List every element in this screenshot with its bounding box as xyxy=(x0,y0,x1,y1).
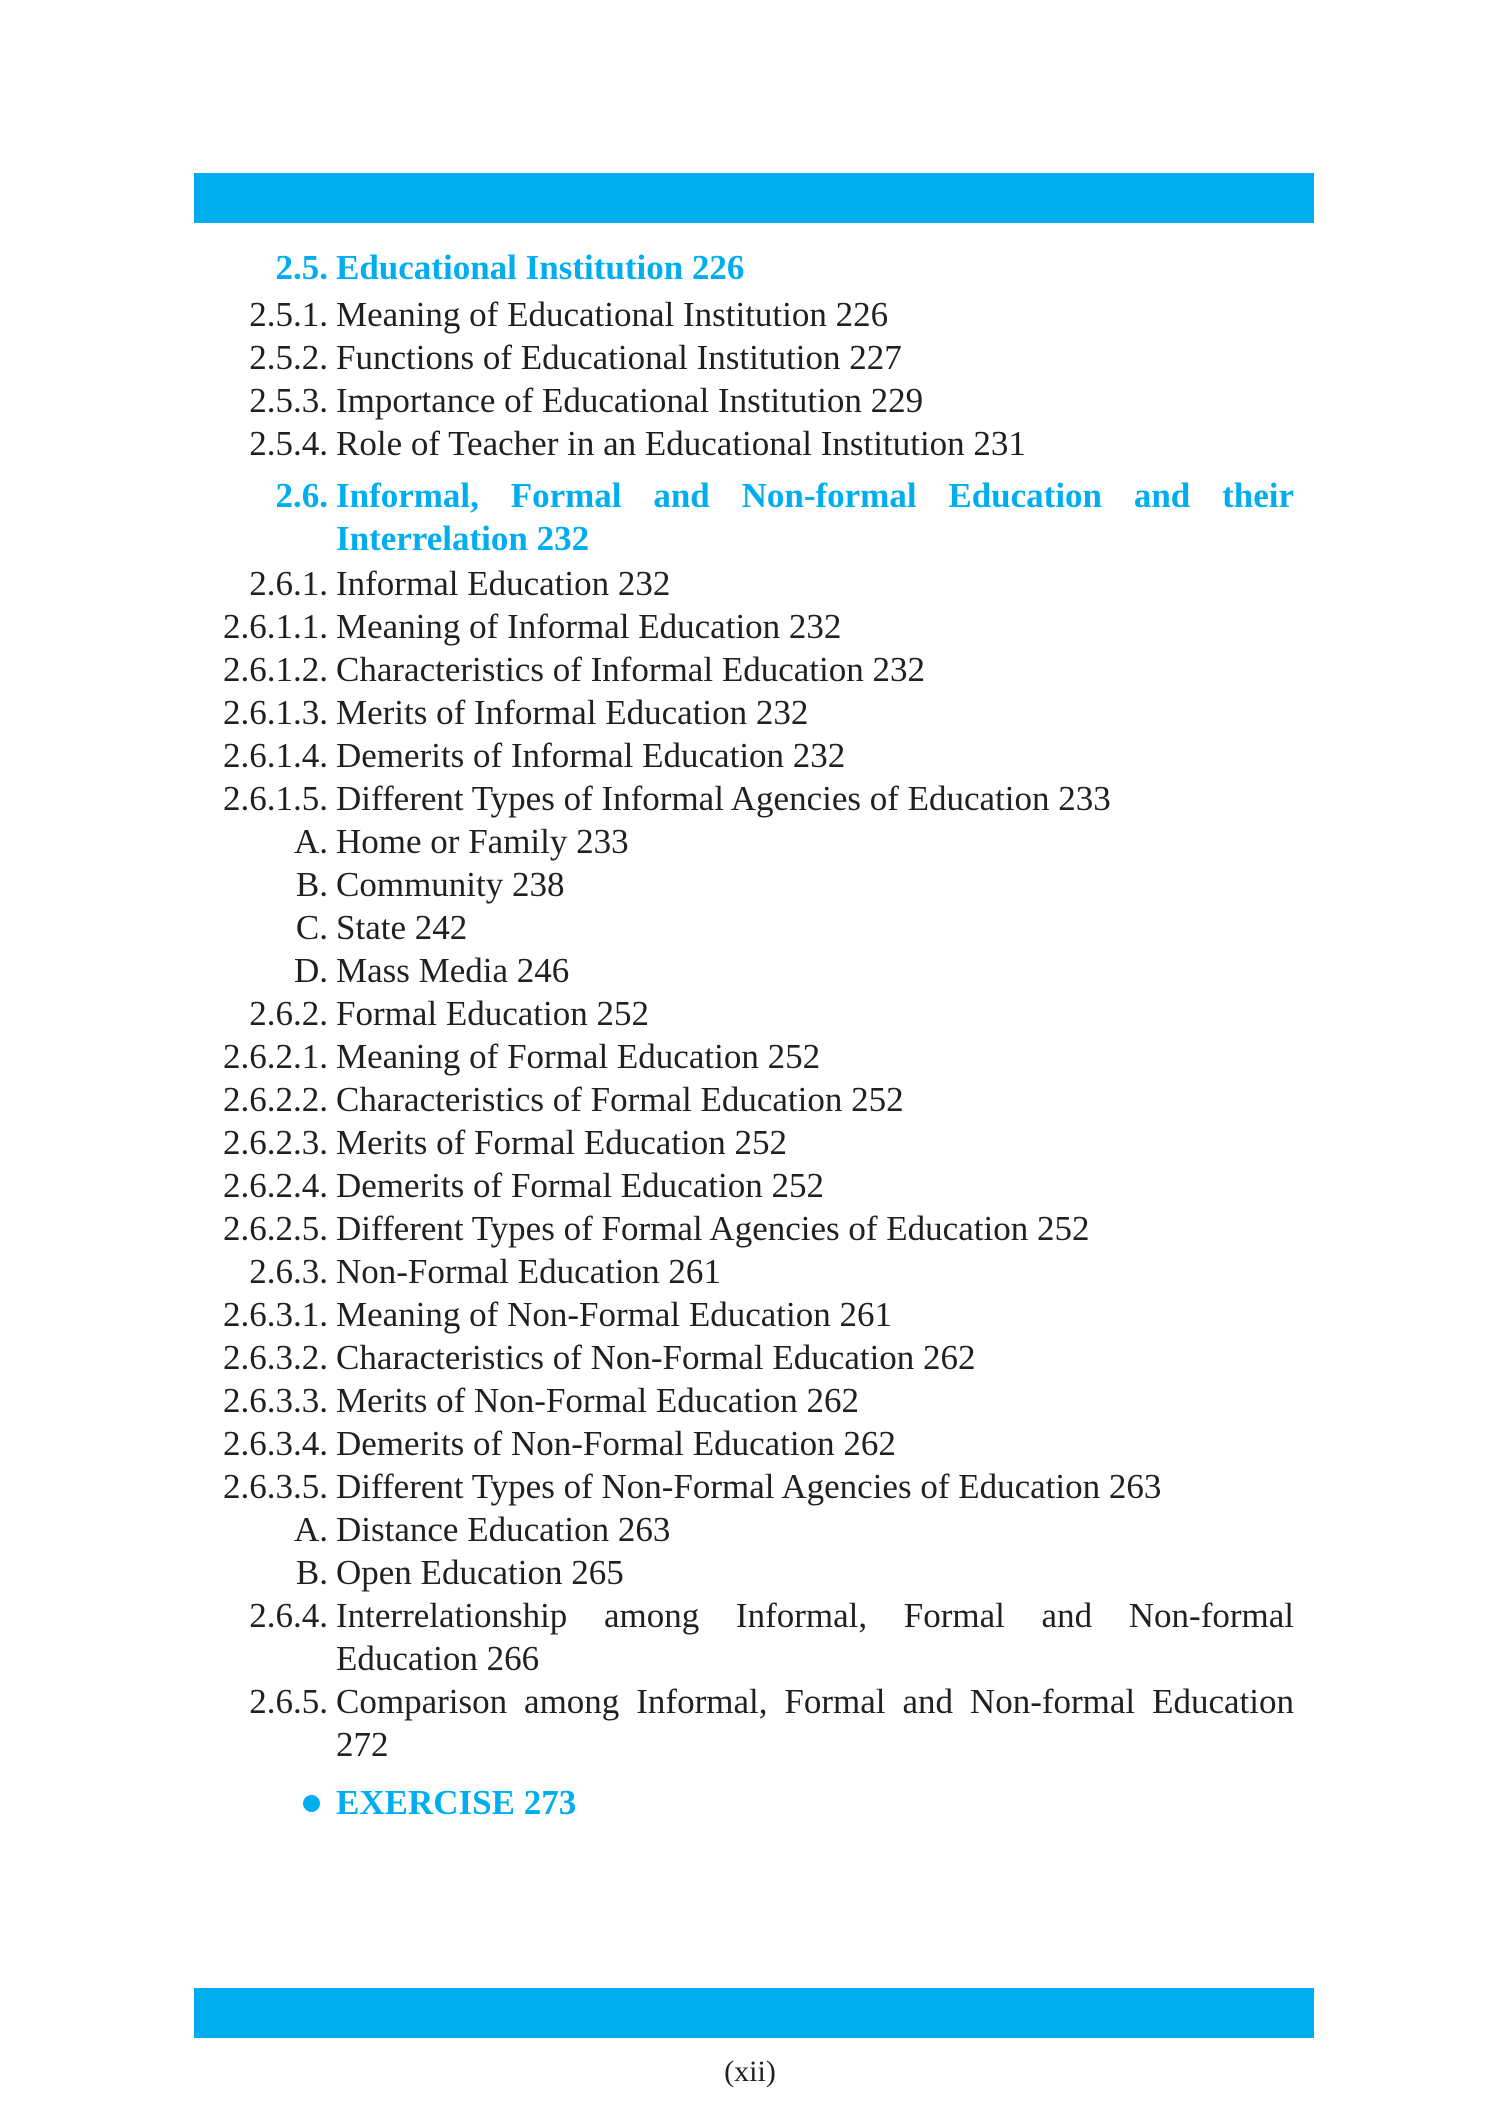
toc-entry xyxy=(0,734,1500,777)
toc-entry xyxy=(0,992,1500,1035)
toc-title: Informal, Formal and Non-formal Education and their Interrelation 232 xyxy=(336,476,1294,558)
toc-title: Importance of Educational Institution 229 xyxy=(336,381,924,420)
toc-title: Meaning of Informal Education 232 xyxy=(336,607,842,646)
toc-number: A. xyxy=(293,822,328,861)
toc-title: Role of Teacher in an Educational Institution 231 xyxy=(336,424,1026,463)
toc-heading xyxy=(0,246,1500,289)
toc-number: 2.6.1.1. xyxy=(223,607,328,646)
toc-heading xyxy=(0,1781,1500,1824)
toc-title: Community 238 xyxy=(336,865,565,904)
toc-title: Open Education 265 xyxy=(336,1553,624,1592)
toc-number: C. xyxy=(295,908,328,947)
toc-entry xyxy=(0,1035,1500,1078)
toc-number: 2.5.4. xyxy=(249,424,328,463)
toc-title: Characteristics of Non-Formal Education 262 xyxy=(336,1338,976,1377)
toc-number: 2.6.1.2. xyxy=(223,650,328,689)
toc-entry xyxy=(0,293,1500,336)
toc-title: Home or Family 233 xyxy=(336,822,629,861)
toc-number: 2.6.5. xyxy=(249,1682,328,1721)
toc-title: Characteristics of Informal Education 232 xyxy=(336,650,925,689)
toc-entry xyxy=(0,1250,1500,1293)
footer-band xyxy=(194,1988,1314,2038)
bullet-icon xyxy=(303,1795,320,1812)
toc-entry xyxy=(0,1078,1500,1121)
toc-entry xyxy=(0,949,1500,992)
toc-title: Formal Education 252 xyxy=(336,994,650,1033)
toc-title: Different Types of Informal Agencies of Education 233 xyxy=(336,779,1111,818)
toc-number: 2.6.3.4. xyxy=(223,1424,328,1463)
toc-title: Demerits of Informal Education 232 xyxy=(336,736,846,775)
toc-number: 2.5.2. xyxy=(249,338,328,377)
toc-title: Mass Media 246 xyxy=(336,951,570,990)
toc-title: State 242 xyxy=(336,908,468,947)
toc-entry xyxy=(0,1508,1500,1551)
toc-entry xyxy=(0,777,1500,820)
toc-number: 2.6.2.2. xyxy=(223,1080,328,1119)
toc-number: 2.6.3. xyxy=(249,1252,328,1291)
toc-number: A. xyxy=(293,1510,328,1549)
toc-number: 2.6.3.1. xyxy=(223,1295,328,1334)
toc-title: Demerits of Formal Education 252 xyxy=(336,1166,824,1205)
toc-entry xyxy=(0,1379,1500,1422)
toc-title: EXERCISE 273 xyxy=(336,1783,577,1822)
toc-number: 2.6. xyxy=(275,476,328,515)
toc-entry xyxy=(0,1422,1500,1465)
toc-number: 2.6.3.3. xyxy=(223,1381,328,1420)
toc-title: Different Types of Non-Formal Agencies of Education 263 xyxy=(336,1467,1162,1506)
toc-number: 2.6.2.4. xyxy=(223,1166,328,1205)
toc-number: 2.6.3.2. xyxy=(223,1338,328,1377)
toc-number: 2.6.2.5. xyxy=(223,1209,328,1248)
toc-entry xyxy=(0,336,1500,379)
toc-entry xyxy=(0,422,1500,465)
toc-title: Comparison among Informal, Formal and Non-formal Education 272 xyxy=(336,1682,1294,1764)
toc-entry xyxy=(0,1594,1500,1680)
toc-entry xyxy=(0,863,1500,906)
toc-number: 2.6.3.5. xyxy=(223,1467,328,1506)
toc-entry xyxy=(0,379,1500,422)
toc-entry xyxy=(0,1121,1500,1164)
toc-entry xyxy=(0,1293,1500,1336)
toc-title: Different Types of Formal Agencies of Education 252 xyxy=(336,1209,1090,1248)
toc-number: 2.6.4. xyxy=(249,1596,328,1635)
toc-number: 2.5. xyxy=(275,248,328,287)
toc-title: Non-Formal Education 261 xyxy=(336,1252,721,1291)
toc-title: Distance Education 263 xyxy=(336,1510,671,1549)
toc-title: Meaning of Non-Formal Education 261 xyxy=(336,1295,893,1334)
toc-number: B. xyxy=(295,1553,328,1592)
toc-entry xyxy=(0,820,1500,863)
toc-entry xyxy=(0,1465,1500,1508)
toc-number: 2.6.2. xyxy=(249,994,328,1033)
toc-number: 2.5.1. xyxy=(249,295,328,334)
toc-title: Merits of Non-Formal Education 262 xyxy=(336,1381,859,1420)
toc-number: 2.6.1. xyxy=(249,564,328,603)
toc-entry xyxy=(0,1164,1500,1207)
toc-title: Meaning of Formal Education 252 xyxy=(336,1037,821,1076)
toc-entry xyxy=(0,691,1500,734)
toc-title: Functions of Educational Institution 227 xyxy=(336,338,902,377)
page-number: (xii) xyxy=(724,2055,776,2088)
toc-heading xyxy=(0,474,1500,560)
toc-title: Informal Education 232 xyxy=(336,564,671,603)
toc-entry xyxy=(0,562,1500,605)
toc-number: B. xyxy=(295,865,328,904)
toc-entry xyxy=(0,1551,1500,1594)
toc-number: 2.6.1.3. xyxy=(223,693,328,732)
toc-title: Meaning of Educational Institution 226 xyxy=(336,295,889,334)
toc-entry xyxy=(0,1207,1500,1250)
toc-entry xyxy=(0,1336,1500,1379)
toc-entry xyxy=(0,648,1500,691)
toc-number: 2.6.1.5. xyxy=(223,779,328,818)
toc-title: Educational Institution 226 xyxy=(336,248,745,287)
toc-entry xyxy=(0,605,1500,648)
toc-title: Merits of Informal Education 232 xyxy=(336,693,809,732)
toc-number: 2.6.2.3. xyxy=(223,1123,328,1162)
toc-title: Merits of Formal Education 252 xyxy=(336,1123,788,1162)
toc-title: Demerits of Non-Formal Education 262 xyxy=(336,1424,896,1463)
toc-number: D. xyxy=(293,951,328,990)
toc-title: Interrelationship among Informal, Formal and Non-formal Education 266 xyxy=(336,1596,1294,1678)
toc-entry xyxy=(0,1680,1500,1766)
toc-number: 2.6.2.1. xyxy=(223,1037,328,1076)
toc-number: 2.5.3. xyxy=(249,381,328,420)
toc-entry xyxy=(0,906,1500,949)
toc-title: Characteristics of Formal Education 252 xyxy=(336,1080,904,1119)
toc-number: 2.6.1.4. xyxy=(223,736,328,775)
